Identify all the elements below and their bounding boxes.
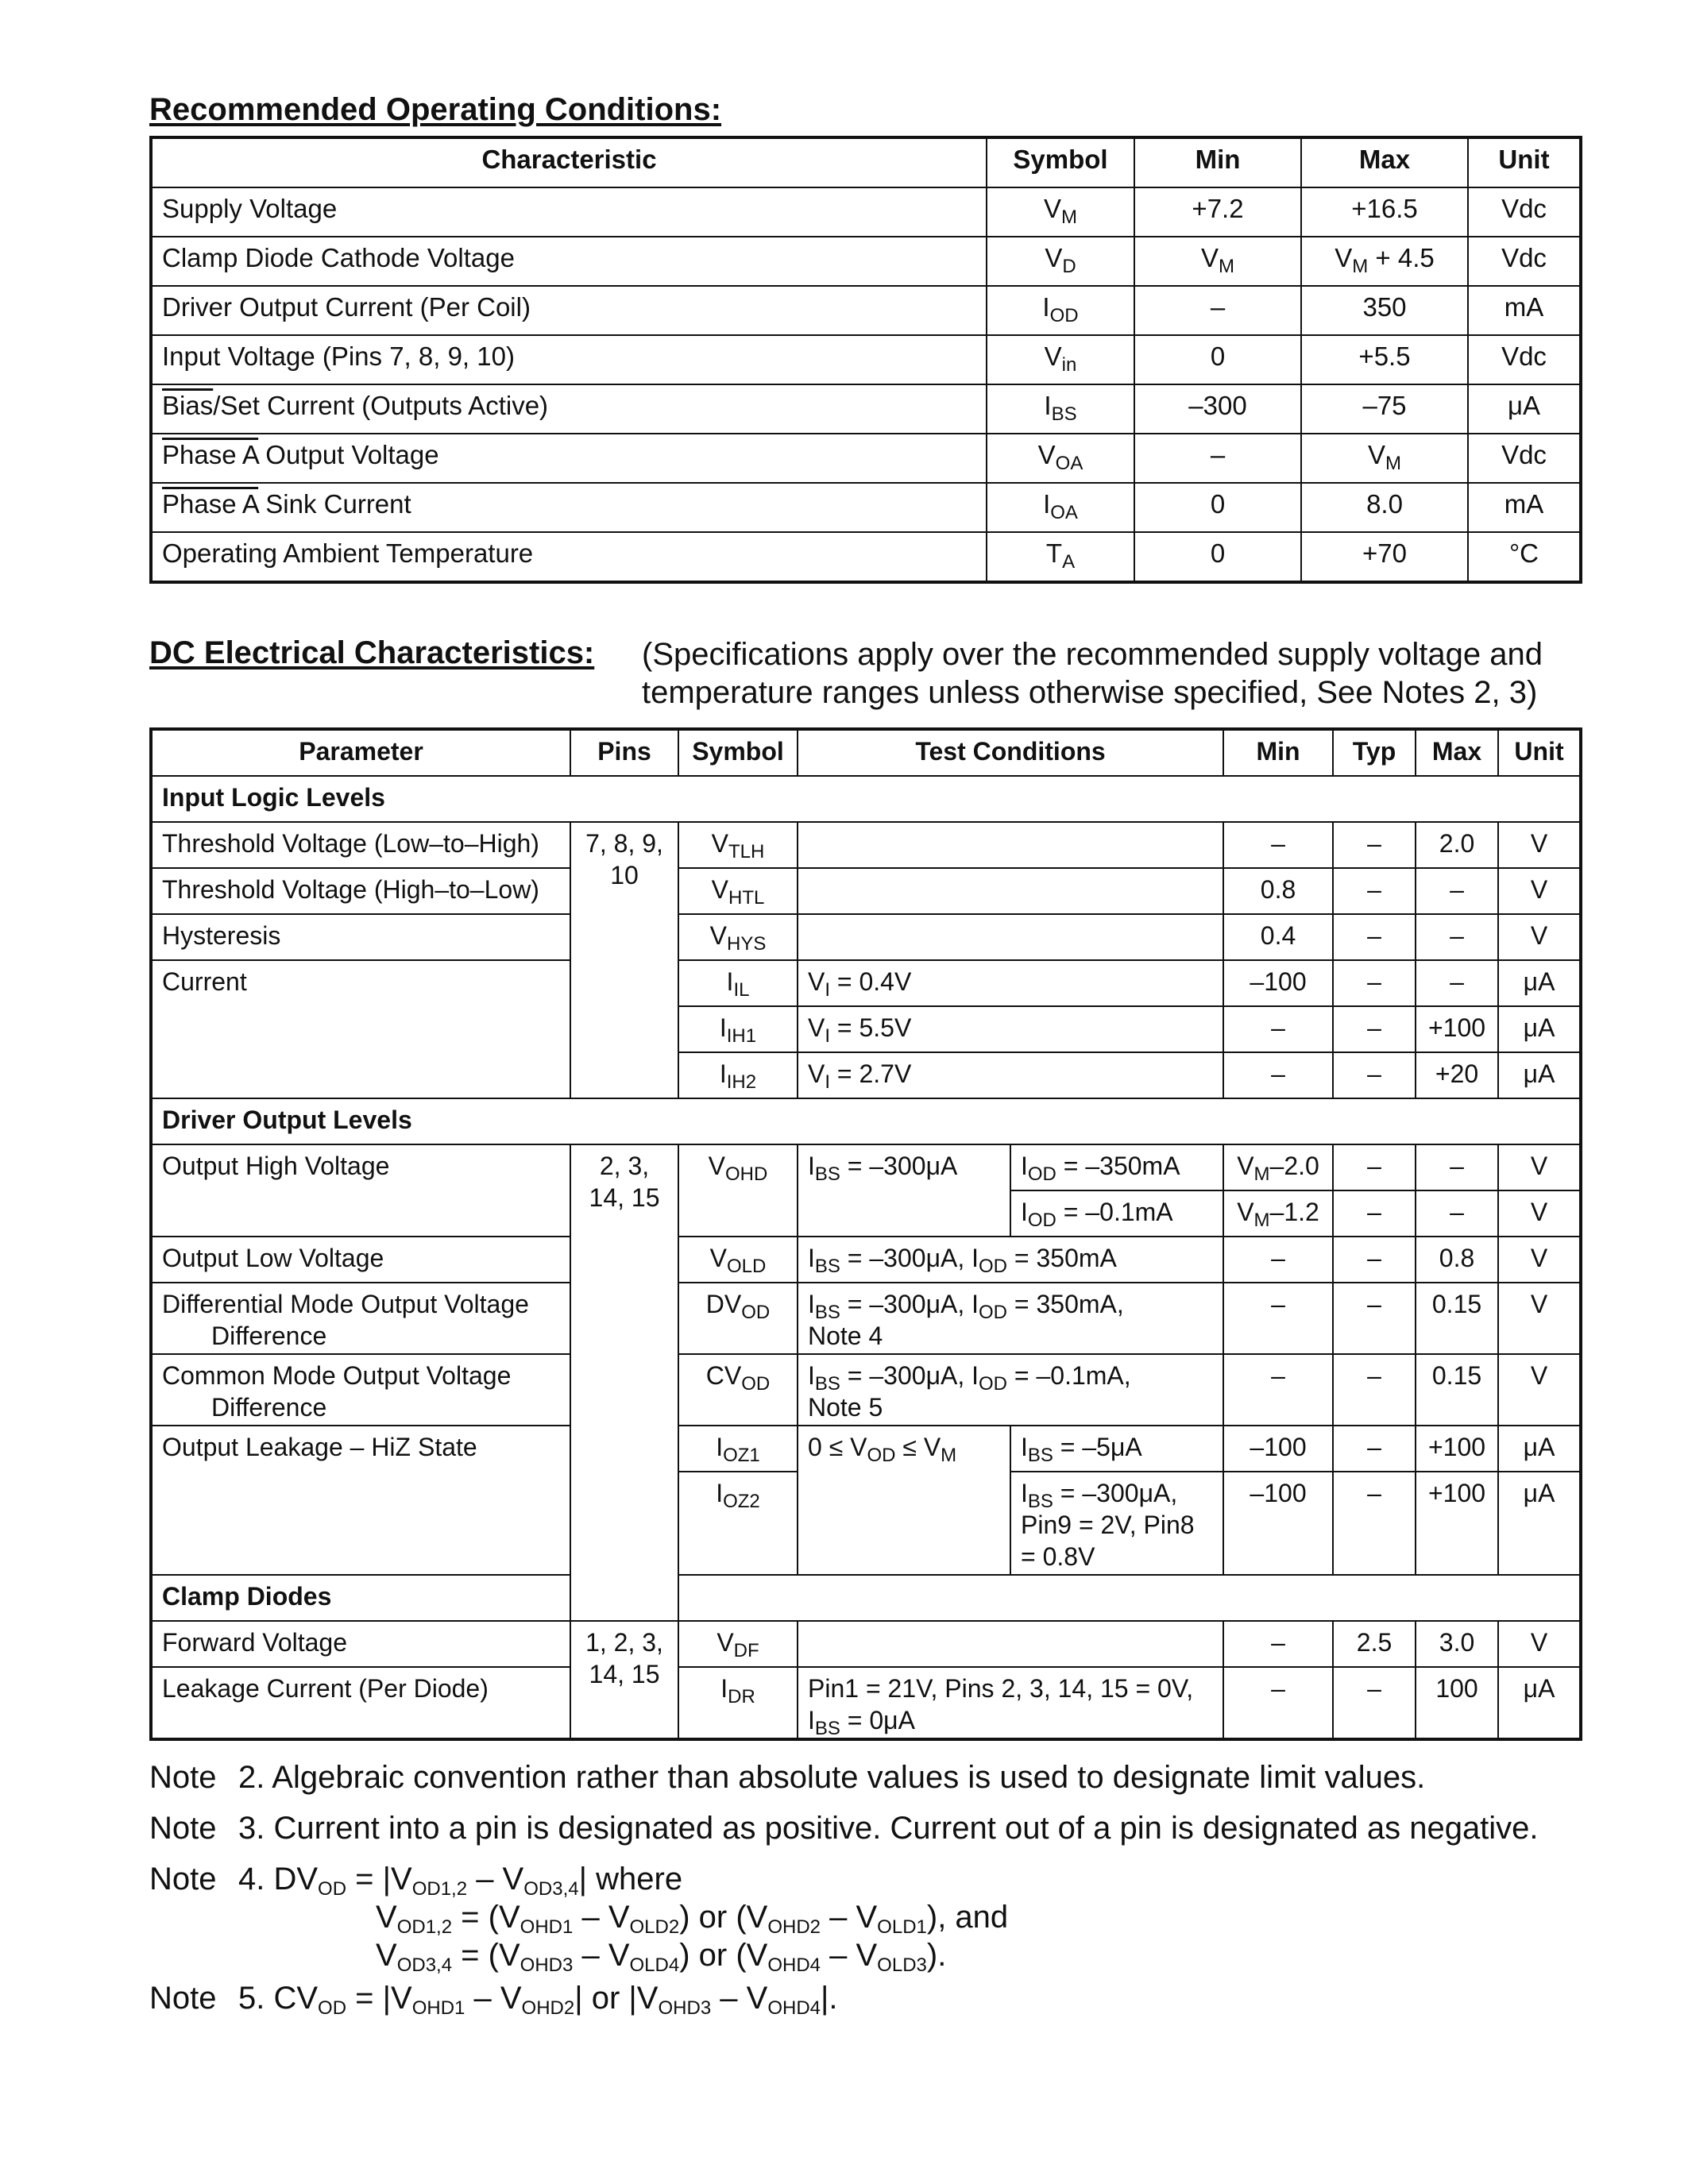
roc-symbol: $V_{OA}$ (987, 434, 1134, 483)
unit: μA (1498, 960, 1581, 1006)
dc-col-test-conditions: Test Conditions (798, 729, 1223, 776)
conditions: $V_I = 5.5V$ (798, 1006, 1223, 1052)
symbol: $I_{OZ2}$ (678, 1472, 798, 1575)
max: +100 (1416, 1472, 1498, 1575)
roc-col-min: Min (1134, 137, 1301, 187)
unit: V (1498, 1354, 1581, 1426)
roc-characteristic: Phase A Output Voltage (151, 434, 987, 483)
max: 100 (1416, 1667, 1498, 1739)
roc-characteristic: Supply Voltage (151, 187, 987, 237)
note-2: Note 2. Algebraic convention rather than absolute values is used to designate limit values. (149, 1760, 1426, 1795)
table-row (151, 1426, 1581, 1472)
unit: V (1498, 1144, 1581, 1190)
group-row (151, 1098, 1581, 1144)
table-row (151, 1621, 1581, 1667)
max: 0.8 (1416, 1237, 1498, 1283)
conditions (798, 868, 1223, 914)
dc-spec-line1: (Specifications apply over the recommended supply voltage and (642, 637, 1543, 672)
conditions-sub: $I_{BS} = -300\mu A$, Pin9 = 2V, Pin8 = 0.8V (1010, 1472, 1223, 1575)
roc-min: –300 (1134, 384, 1301, 434)
min: 0.8 (1223, 868, 1333, 914)
typ: – (1333, 1052, 1416, 1098)
min: 0.4 (1223, 914, 1333, 960)
roc-max: 8.0 (1301, 483, 1468, 532)
note-4: Note 4. $DV_{OD} = |V_{OD1,2} - V_{OD3,4}|$ where (149, 1862, 683, 1900)
symbol: $V_{TLH}$ (678, 822, 798, 868)
max: 0.15 (1416, 1283, 1498, 1354)
param: Common Mode Output Voltage Difference (151, 1354, 570, 1426)
param: Threshold Voltage (High–to–Low) (151, 868, 570, 914)
roc-max: $V_M$ (1301, 434, 1468, 483)
table-row (151, 483, 1581, 532)
table-row (151, 532, 1581, 582)
roc-unit: mA (1468, 286, 1581, 335)
roc-symbol: $I_{OA}$ (987, 483, 1134, 532)
max: – (1416, 1190, 1498, 1237)
table-row (151, 914, 1581, 960)
param: Threshold Voltage (Low–to–High) (151, 822, 570, 868)
conditions (798, 1621, 1223, 1667)
typ: – (1333, 1144, 1416, 1190)
typ: – (1333, 1472, 1416, 1575)
roc-min: 0 (1134, 483, 1301, 532)
pins: 7, 8, 9, 10 (570, 822, 678, 1098)
roc-symbol: $T_A$ (987, 532, 1134, 582)
max: – (1416, 914, 1498, 960)
table-row (151, 1354, 1581, 1426)
typ: – (1333, 1190, 1416, 1237)
roc-unit: mA (1468, 483, 1581, 532)
conditions: $V_I = 2.7V$ (798, 1052, 1223, 1098)
param: Output Leakage – HiZ State (151, 1426, 570, 1575)
roc-min: $V_M$ (1134, 237, 1301, 286)
note-5: Note 5. $CV_{OD} = |V_{OHD1} - V_{OHD2}|$ or $|V_{OHD3} - V_{OHD4}|$. (149, 1981, 838, 2019)
symbol: $V_{DF}$ (678, 1621, 798, 1667)
symbol: $I_{IH1}$ (678, 1006, 798, 1052)
conditions (798, 914, 1223, 960)
min: – (1223, 1237, 1333, 1283)
roc-min: – (1134, 434, 1301, 483)
roc-table (149, 136, 1582, 584)
roc-col-unit: Unit (1468, 137, 1581, 187)
max: +100 (1416, 1006, 1498, 1052)
dc-spec-line2: temperature ranges unless otherwise specified, See Notes 2, 3) (642, 675, 1538, 710)
dc-spec-note (642, 635, 1543, 712)
roc-unit: °C (1468, 532, 1581, 582)
roc-symbol: $I_{BS}$ (987, 384, 1134, 434)
conditions: $I_{BS} = -300\mu A$ (798, 1144, 1010, 1237)
conditions (798, 822, 1223, 868)
roc-unit: Vdc (1468, 434, 1581, 483)
conditions: $I_{BS} = -300\mu A$, $I_{OD} = 350mA$ (798, 1237, 1223, 1283)
roc-characteristic: Input Voltage (Pins 7, 8, 9, 10) (151, 335, 987, 384)
unit: V (1498, 1283, 1581, 1354)
min: $V_M-1.2$ (1223, 1190, 1333, 1237)
dc-col-typ: Typ (1333, 729, 1416, 776)
table-row (151, 1144, 1581, 1190)
typ: – (1333, 868, 1416, 914)
symbol: $CV_{OD}$ (678, 1354, 798, 1426)
unit: V (1498, 1237, 1581, 1283)
table-row (151, 1283, 1581, 1354)
table-row (151, 286, 1581, 335)
typ: – (1333, 960, 1416, 1006)
symbol: $I_{DR}$ (678, 1667, 798, 1739)
symbol: $I_{IH2}$ (678, 1052, 798, 1098)
unit: V (1498, 1621, 1581, 1667)
roc-min: 0 (1134, 335, 1301, 384)
roc-max: –75 (1301, 384, 1468, 434)
roc-symbol: $V_{in}$ (987, 335, 1134, 384)
roc-max: +16.5 (1301, 187, 1468, 237)
table-row (151, 960, 1581, 1006)
dc-col-symbol: Symbol (678, 729, 798, 776)
unit: V (1498, 868, 1581, 914)
roc-characteristic: Clamp Diode Cathode Voltage (151, 237, 987, 286)
min: $V_M-2.0$ (1223, 1144, 1333, 1190)
min: – (1223, 1354, 1333, 1426)
unit: μA (1498, 1052, 1581, 1098)
min: – (1223, 1621, 1333, 1667)
max: +20 (1416, 1052, 1498, 1098)
group-clamp-diodes: Clamp Diodes (151, 1575, 1581, 1621)
max: – (1416, 868, 1498, 914)
typ: – (1333, 1426, 1416, 1472)
roc-col-characteristic: Characteristic (151, 137, 987, 187)
min: –100 (1223, 960, 1333, 1006)
symbol: $DV_{OD}$ (678, 1283, 798, 1354)
table-row (151, 822, 1581, 868)
symbol: $I_{IL}$ (678, 960, 798, 1006)
unit: μA (1498, 1667, 1581, 1739)
min: – (1223, 1006, 1333, 1052)
roc-min: +7.2 (1134, 187, 1301, 237)
typ: – (1333, 1237, 1416, 1283)
conditions-sub: $I_{OD} = -0.1mA$ (1010, 1190, 1223, 1237)
dc-col-max: Max (1416, 729, 1498, 776)
typ: – (1333, 914, 1416, 960)
unit: V (1498, 822, 1581, 868)
table-row (151, 1667, 1581, 1739)
roc-symbol: $V_M$ (987, 187, 1134, 237)
symbol: $V_{HTL}$ (678, 868, 798, 914)
conditions: $0 \le V_{OD} \le V_M$ (798, 1426, 1010, 1575)
pins: 2, 3, 14, 15 (570, 1144, 678, 1621)
param: Output Low Voltage (151, 1237, 570, 1283)
dc-col-unit: Unit (1498, 729, 1581, 776)
roc-min: – (1134, 286, 1301, 335)
param: Hysteresis (151, 914, 570, 960)
roc-unit: Vdc (1468, 335, 1581, 384)
param: Leakage Current (Per Diode) (151, 1667, 570, 1739)
roc-header-row (151, 137, 1581, 187)
conditions-sub: $I_{BS} = -5\mu A$ (1010, 1426, 1223, 1472)
table-row (151, 868, 1581, 914)
conditions: $V_I = 0.4V$ (798, 960, 1223, 1006)
table-row (151, 237, 1581, 286)
max: – (1416, 1144, 1498, 1190)
roc-characteristic: Phase A Sink Current (151, 483, 987, 532)
conditions-sub: $I_{OD} = -350mA$ (1010, 1144, 1223, 1190)
group-row (151, 776, 1581, 822)
max: – (1416, 960, 1498, 1006)
dc-col-pins: Pins (570, 729, 678, 776)
table-row (151, 384, 1581, 434)
dc-section-title: DC Electrical Characteristics: (149, 635, 595, 670)
min: –100 (1223, 1472, 1333, 1575)
table-row (151, 187, 1581, 237)
roc-symbol: $V_D$ (987, 237, 1134, 286)
conditions: Pin1 = 21V, Pins 2, 3, 14, 15 = 0V, $I_{BS} = 0\mu A$ (798, 1667, 1223, 1739)
dc-header-row (151, 729, 1581, 776)
symbol: $I_{OZ1}$ (678, 1426, 798, 1472)
typ: – (1333, 1667, 1416, 1739)
dc-table (149, 727, 1582, 1741)
roc-unit: Vdc (1468, 237, 1581, 286)
conditions: $I_{BS} = -300\mu A$, $I_{OD} = -0.1mA$, Note 5 (798, 1354, 1223, 1426)
group-row (151, 1575, 1581, 1621)
table-row (151, 335, 1581, 384)
min: – (1223, 1052, 1333, 1098)
min: –100 (1223, 1426, 1333, 1472)
roc-min: 0 (1134, 532, 1301, 582)
unit: V (1498, 914, 1581, 960)
roc-col-max: Max (1301, 137, 1468, 187)
note-4-line-2: $V_{OD1,2} = (V_{OHD1} - V_{OLD2})$ or $(V_{OHD2} - V_{OLD1})$, and (376, 1900, 1009, 1938)
roc-characteristic: Driver Output Current (Per Coil) (151, 286, 987, 335)
typ: – (1333, 1283, 1416, 1354)
group-driver-output-levels: Driver Output Levels (151, 1098, 1581, 1144)
roc-col-symbol: Symbol (987, 137, 1134, 187)
unit: μA (1498, 1426, 1581, 1472)
note-3: Note 3. Current into a pin is designated as positive. Current out of a pin is designated as negative. (149, 1811, 1539, 1846)
dc-col-parameter: Parameter (151, 729, 570, 776)
note-4-line-3: $V_{OD3,4} = (V_{OHD3} - V_{OLD4})$ or $(V_{OHD4} - V_{OLD3})$. (376, 1938, 947, 1976)
roc-max: 350 (1301, 286, 1468, 335)
roc-section-title: Recommended Operating Conditions: (149, 92, 722, 127)
roc-unit: Vdc (1468, 187, 1581, 237)
min: – (1223, 1667, 1333, 1739)
dc-col-min: Min (1223, 729, 1333, 776)
typ: – (1333, 1006, 1416, 1052)
min: – (1223, 1283, 1333, 1354)
min: – (1223, 822, 1333, 868)
roc-max: +70 (1301, 532, 1468, 582)
max: +100 (1416, 1426, 1498, 1472)
roc-max: $V_M + 4.5$ (1301, 237, 1468, 286)
roc-characteristic: Operating Ambient Temperature (151, 532, 987, 582)
roc-max: +5.5 (1301, 335, 1468, 384)
conditions: $I_{BS} = -300\mu A$, $I_{OD} = 350mA$, Note 4 (798, 1283, 1223, 1354)
max: 0.15 (1416, 1354, 1498, 1426)
typ: 2.5 (1333, 1621, 1416, 1667)
max: 3.0 (1416, 1621, 1498, 1667)
symbol: $V_{HYS}$ (678, 914, 798, 960)
typ: – (1333, 1354, 1416, 1426)
roc-symbol: $I_{OD}$ (987, 286, 1134, 335)
symbol: $V_{OHD}$ (678, 1144, 798, 1237)
param: Output High Voltage (151, 1144, 570, 1237)
param: Current (151, 960, 570, 1098)
param: Differential Mode Output Voltage Difference (151, 1283, 570, 1354)
table-row (151, 434, 1581, 483)
table-row (151, 1237, 1581, 1283)
unit: μA (1498, 1006, 1581, 1052)
roc-characteristic: Bias/Set Current (Outputs Active) (151, 384, 987, 434)
roc-unit: μA (1468, 384, 1581, 434)
pins: 1, 2, 3, 14, 15 (570, 1621, 678, 1739)
typ: – (1333, 822, 1416, 868)
param: Forward Voltage (151, 1621, 570, 1667)
max: 2.0 (1416, 822, 1498, 868)
symbol: $V_{OLD}$ (678, 1237, 798, 1283)
group-input-logic-levels: Input Logic Levels (151, 776, 1581, 822)
unit: μA (1498, 1472, 1581, 1575)
unit: V (1498, 1190, 1581, 1237)
